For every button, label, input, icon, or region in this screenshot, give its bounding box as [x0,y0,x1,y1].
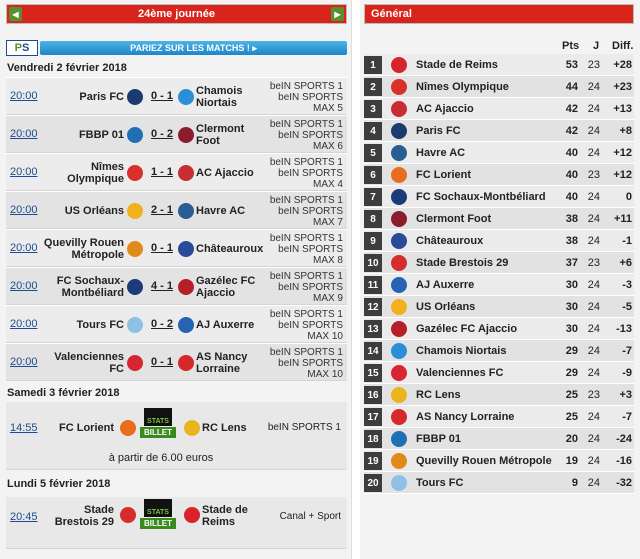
away-team: AJ Auxerre [196,319,255,331]
ticket-price: à partir de 6.00 euros [108,452,214,464]
tv-channels: beIN SPORTS 1 beIN SPORTS MAX 7 [269,194,343,228]
team-name: Havre AC [416,147,466,159]
match-time-link[interactable]: 20:45 [10,511,38,523]
team-name: FC Lorient [416,169,471,181]
betting-promo[interactable] [6,40,347,56]
tv-channels: Canal + Sport [279,511,341,522]
match-time-link[interactable]: 14:55 [10,422,38,434]
day-heading: Samedi 3 février 2018 [7,387,120,399]
away-crest-icon [178,89,194,105]
goal-diff: 0 [625,191,632,203]
goal-diff: +13 [613,103,632,115]
away-crest-icon [184,420,200,436]
standings-panel [360,0,640,559]
away-team: Stade de Reims [202,504,248,528]
goal-diff: -3 [622,279,632,291]
standings-row[interactable] [364,450,634,472]
bet-button[interactable]: PARIEZ SUR LES MATCHS ! ▸ [40,41,347,55]
match-time-link[interactable]: 20:00 [10,356,38,368]
col-j: J [593,40,600,52]
match-row [6,343,347,381]
played: 24 [587,455,600,467]
col-pts: Pts [562,40,580,52]
away-crest-icon [178,127,194,143]
away-team: Châteauroux [196,243,264,255]
away-team: Chamois Niortais [196,85,243,109]
tv-channels: beIN SPORTS 1 beIN SPORTS MAX 10 [269,346,343,380]
played: 24 [587,323,600,335]
rank-badge: 3 [364,100,382,118]
played: 23 [587,59,600,71]
team-crest-icon [391,145,407,161]
team-name: Stade Brestois 29 [416,257,509,269]
match-row [6,229,347,267]
home-crest-icon [127,355,143,371]
standings-row[interactable] [364,142,634,164]
rank-badge: 4 [364,122,382,140]
goal-diff: -13 [616,323,632,335]
team-crest-icon [391,101,407,117]
score-link[interactable]: 0 - 2 [150,318,173,330]
away-team: RC Lens [202,422,247,434]
score-link[interactable]: 0 - 1 [150,356,173,368]
played: 24 [587,279,600,291]
match-row [6,305,347,343]
rank-badge: 9 [364,232,382,250]
points: 19 [565,455,578,467]
tv-channels: beIN SPORTS 1 beIN SPORTS MAX 9 [269,270,343,304]
points: 40 [565,191,578,203]
rank-badge: 11 [364,276,382,294]
home-team: Quevilly Rouen Métropole [43,237,124,261]
score-link[interactable]: 2 - 1 [150,204,173,216]
rank-badge: 16 [364,386,382,404]
points: 29 [565,345,578,357]
home-team: FC Sochaux-Montbéliard [56,275,124,299]
rank-badge: 13 [364,320,382,338]
rank-badge: 19 [364,452,382,470]
standings-row[interactable] [364,340,634,362]
tv-channels: beIN SPORTS 1 beIN SPORTS MAX 6 [269,118,343,152]
away-crest-icon [178,355,194,371]
match-row [6,191,347,229]
standings-row[interactable] [364,428,634,450]
team-crest-icon [391,343,407,359]
match-time-link[interactable]: 20:00 [10,90,38,102]
away-crest-icon [178,203,194,219]
points: 42 [565,103,578,115]
points: 37 [565,257,578,269]
played: 24 [587,367,600,379]
team-crest-icon [391,277,407,293]
standings-row[interactable] [364,318,634,340]
match-time-link[interactable]: 20:00 [10,204,38,216]
standings-row[interactable] [364,362,634,384]
goal-diff: -16 [616,455,632,467]
played: 23 [587,169,600,181]
tv-channels: beIN SPORTS 1 beIN SPORTS MAX 5 [269,80,343,114]
rank-badge: 14 [364,342,382,360]
rank-badge: 5 [364,144,382,162]
team-crest-icon [391,321,407,337]
points: 25 [565,389,578,401]
tv-channels: beIN SPORTS 1 [267,422,341,433]
team-crest-icon [391,57,407,73]
points: 44 [565,81,578,93]
standings-row[interactable] [364,186,634,208]
match-row [6,115,347,153]
played: 23 [587,257,600,269]
team-crest-icon [391,123,407,139]
home-crest-icon [120,420,136,436]
home-crest-icon [127,203,143,219]
team-crest-icon [391,167,407,183]
standings-row[interactable] [364,54,634,76]
standings-row[interactable] [364,230,634,252]
match-list [0,77,351,381]
match-time-link[interactable]: 20:00 [10,280,38,292]
standings-row[interactable] [364,274,634,296]
standings-row[interactable] [364,406,634,428]
rank-badge: 15 [364,364,382,382]
team-name: RC Lens [416,389,461,401]
played: 24 [587,81,600,93]
away-crest-icon [178,241,194,257]
score-link[interactable]: 0 - 2 [150,128,173,140]
home-team: US Orléans [64,205,124,217]
played: 24 [587,345,600,357]
team-name: Châteauroux [416,235,484,247]
goal-diff: +28 [613,59,632,71]
rank-badge: 12 [364,298,382,316]
goal-diff: +8 [619,125,632,137]
played: 23 [587,389,600,401]
home-crest-icon [127,165,143,181]
goal-diff: -1 [622,235,632,247]
team-crest-icon [391,365,407,381]
ticket-button[interactable]: BILLET [140,518,176,529]
points: 38 [565,235,578,247]
standings-row[interactable] [364,384,634,406]
ps-logo-icon: P S [6,40,38,56]
away-team: AS Nancy Lorraine [196,351,248,375]
tv-channels: beIN SPORTS 1 beIN SPORTS MAX 8 [269,232,343,266]
away-crest-icon [184,507,200,523]
away-team: AC Ajaccio [196,167,254,179]
stats-button[interactable]: STATS [144,408,172,426]
played: 24 [587,213,600,225]
day-heading: Lundi 5 février 2018 [7,478,111,490]
team-crest-icon [391,299,407,315]
team-crest-icon [391,255,407,271]
played: 24 [587,125,600,137]
standings-table [360,54,640,494]
match-row [6,267,347,305]
score-link[interactable]: 1 - 1 [150,166,173,178]
rank-badge: 10 [364,254,382,272]
points: 40 [565,147,578,159]
standings-row[interactable] [364,208,634,230]
team-crest-icon [391,189,407,205]
home-crest-icon [127,127,143,143]
goal-diff: +3 [619,389,632,401]
journee-title: 24ème journée [137,8,216,20]
away-team: Gazélec FC Ajaccio [196,275,256,299]
points: 30 [565,323,578,335]
goal-diff: -7 [622,345,632,357]
home-team: Tours FC [76,319,124,331]
team-name: FC Sochaux-Montbéliard [416,191,546,203]
stats-button[interactable]: STATS [144,499,172,517]
tv-channels: beIN SPORTS 1 beIN SPORTS MAX 4 [269,156,343,190]
team-crest-icon [391,233,407,249]
standings-row[interactable] [364,76,634,98]
goal-diff: -7 [622,411,632,423]
team-name: Nîmes Olympique [416,81,509,93]
home-team: Valenciennes FC [54,351,124,375]
goal-diff: +11 [613,213,632,225]
match-row [6,77,347,115]
goal-diff: +23 [613,81,632,93]
standings-row[interactable] [364,120,634,142]
points: 30 [565,301,578,313]
match-time-link[interactable]: 20:00 [10,318,38,330]
home-crest-icon [127,317,143,333]
goal-diff: +12 [613,147,632,159]
chevron-left-icon[interactable]: ◀ [9,7,22,21]
away-team: Clermont Foot [196,123,245,147]
rank-badge: 20 [364,474,382,492]
standings-row[interactable] [364,472,634,494]
goal-diff: +12 [613,169,632,181]
rank-badge: 2 [364,78,382,96]
team-crest-icon [391,409,407,425]
points: 30 [565,279,578,291]
team-name: Gazélec FC Ajaccio [416,323,518,335]
standings-row[interactable] [364,252,634,274]
played: 24 [587,301,600,313]
team-name: Valenciennes FC [416,367,504,379]
played: 24 [587,235,600,247]
journee-header [6,4,347,24]
away-crest-icon [178,165,194,181]
rank-badge: 7 [364,188,382,206]
standings-row[interactable] [364,296,634,318]
score-link[interactable]: 4 - 1 [150,280,173,292]
standings-header: Général [364,4,634,24]
goal-diff: +6 [619,257,632,269]
team-name: FBBP 01 [416,433,462,445]
team-crest-icon [391,387,407,403]
team-name: Clermont Foot [416,213,492,225]
featured-match [6,497,347,549]
rank-badge: 8 [364,210,382,228]
home-crest-icon [127,241,143,257]
team-crest-icon [391,211,407,227]
team-name: Chamois Niortais [416,345,507,357]
home-team: Paris FC [79,91,124,103]
match-time-link[interactable]: 20:00 [10,128,38,140]
home-team: Nîmes Olympique [67,161,124,185]
team-name: AS Nancy Lorraine [416,411,515,423]
team-crest-icon [391,431,407,447]
team-name: Stade de Reims [416,59,498,71]
points: 40 [565,169,578,181]
score-link[interactable]: 0 - 1 [150,242,173,254]
team-crest-icon [391,475,407,491]
tv-channels: beIN SPORTS 1 beIN SPORTS MAX 10 [269,308,343,342]
played: 24 [587,433,600,445]
goal-diff: -5 [622,301,632,313]
score-link[interactable]: 0 - 1 [150,90,173,102]
featured-match [6,402,347,470]
points: 38 [565,213,578,225]
rank-badge: 6 [364,166,382,184]
points: 25 [565,411,578,423]
played: 24 [587,411,600,423]
standings-row[interactable] [364,98,634,120]
rank-badge: 18 [364,430,382,448]
points: 53 [565,59,578,71]
team-name: Tours FC [416,477,464,489]
standings-row[interactable] [364,164,634,186]
home-crest-icon [127,279,143,295]
away-team: Havre AC [196,205,246,217]
team-name: AC Ajaccio [416,103,474,115]
away-crest-icon [178,279,194,295]
points: 42 [565,125,578,137]
standings-columns [360,38,640,54]
home-crest-icon [120,507,136,523]
team-name: US Orléans [416,301,476,313]
points: 9 [571,477,578,489]
match-time-link[interactable]: 20:00 [10,166,38,178]
team-name: AJ Auxerre [416,279,475,291]
home-crest-icon [127,89,143,105]
goal-diff: -32 [616,477,632,489]
points: 20 [565,433,578,445]
home-team: FBBP 01 [78,129,124,141]
team-crest-icon [391,79,407,95]
col-diff: Diff. [612,40,634,52]
played: 24 [587,477,600,489]
rank-badge: 17 [364,408,382,426]
rank-badge: 1 [364,56,382,74]
played: 24 [587,191,600,203]
goal-diff: -24 [616,433,632,445]
team-crest-icon [391,453,407,469]
home-team: Stade Brestois 29 [54,504,114,528]
played: 24 [587,147,600,159]
match-time-link[interactable]: 20:00 [10,242,38,254]
away-crest-icon [178,317,194,333]
points: 29 [565,367,578,379]
played: 24 [587,103,600,115]
team-name: Quevilly Rouen Métropole [416,455,552,467]
team-name: Paris FC [416,125,461,137]
day-heading: Vendredi 2 février 2018 [7,62,127,74]
match-row [6,153,347,191]
chevron-right-icon[interactable]: ▶ [331,7,344,21]
goal-diff: -9 [622,367,632,379]
home-team: FC Lorient [59,422,114,434]
ticket-button[interactable]: BILLET [140,427,176,438]
